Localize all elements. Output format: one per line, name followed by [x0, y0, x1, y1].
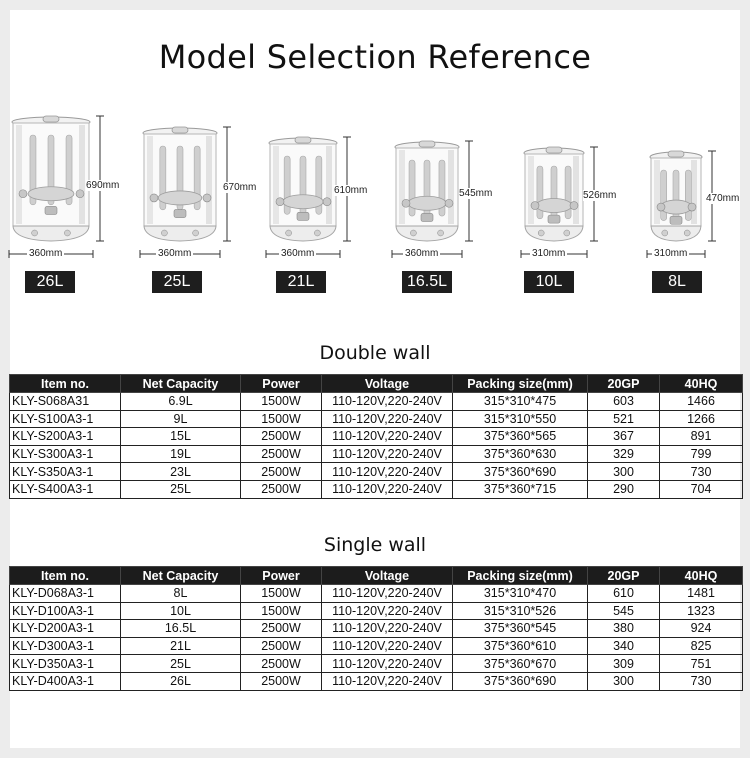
table-row	[10, 480, 743, 498]
table-row	[10, 655, 743, 673]
table-cell: 110-120V,220-240V	[322, 602, 453, 620]
table-cell: 375*360*690	[453, 672, 588, 690]
table-cell: 1466	[660, 393, 743, 411]
height-label: 470mm	[706, 193, 740, 204]
table-cell: 290	[588, 480, 660, 498]
table-cell: 380	[588, 620, 660, 638]
table-cell: 309	[588, 655, 660, 673]
table-cell: 8L	[121, 585, 241, 603]
table-cell: 367	[588, 428, 660, 446]
table-cell: 375*360*670	[453, 655, 588, 673]
product-1	[141, 126, 219, 242]
column-header: Net Capacity	[121, 567, 241, 585]
width-label: 360mm	[405, 248, 439, 259]
table-cell: 15L	[121, 428, 241, 446]
table-cell: 375*360*715	[453, 480, 588, 498]
capacity-badge: 21L	[276, 271, 326, 293]
column-header: Net Capacity	[121, 375, 241, 393]
table-cell: 110-120V,220-240V	[322, 620, 453, 638]
table-cell: 110-120V,220-240V	[322, 480, 453, 498]
table-row	[10, 463, 743, 481]
column-header: Packing size(mm)	[453, 375, 588, 393]
table-cell: 23L	[121, 463, 241, 481]
table-row	[10, 585, 743, 603]
column-header: Power	[241, 375, 322, 393]
table-cell: 2500W	[241, 637, 322, 655]
column-header: 20GP	[588, 375, 660, 393]
column-header: 40HQ	[660, 567, 743, 585]
product-4	[522, 146, 586, 242]
table-row	[10, 672, 743, 690]
width-label: 360mm	[158, 248, 192, 259]
table-cell: 1266	[660, 410, 743, 428]
column-header: Voltage	[322, 567, 453, 585]
table-cell: 340	[588, 637, 660, 655]
table-cell: 21L	[121, 637, 241, 655]
product-5	[648, 150, 704, 242]
table-cell: 2500W	[241, 428, 322, 446]
table-cell: 25L	[121, 480, 241, 498]
table-cell: 375*360*690	[453, 463, 588, 481]
table-cell: 10L	[121, 602, 241, 620]
width-label: 360mm	[29, 248, 63, 259]
table-cell: 751	[660, 655, 743, 673]
table-cell: 300	[588, 463, 660, 481]
table-cell: 825	[660, 637, 743, 655]
table-row	[10, 445, 743, 463]
table-cell: 110-120V,220-240V	[322, 585, 453, 603]
capacity-badge: 16.5L	[402, 271, 452, 293]
height-label: 670mm	[223, 182, 257, 193]
table-cell: 375*360*545	[453, 620, 588, 638]
table-cell: 300	[588, 672, 660, 690]
table-cell: 375*360*610	[453, 637, 588, 655]
table-cell: KLY-S068A31	[10, 393, 121, 411]
height-dimension-line	[96, 115, 104, 242]
table-cell: 2500W	[241, 672, 322, 690]
table-cell: 110-120V,220-240V	[322, 393, 453, 411]
table-cell: 9L	[121, 410, 241, 428]
table-cell: 315*310*550	[453, 410, 588, 428]
table-row	[10, 602, 743, 620]
table-cell: 1500W	[241, 585, 322, 603]
table-cell: 1500W	[241, 410, 322, 428]
column-header: Power	[241, 567, 322, 585]
table-row	[10, 637, 743, 655]
table-cell: 315*310*475	[453, 393, 588, 411]
table-row	[10, 620, 743, 638]
table-header-row	[10, 567, 743, 585]
product-3	[393, 140, 461, 242]
table-cell: 110-120V,220-240V	[322, 655, 453, 673]
capacity-badge: 26L	[25, 271, 75, 293]
width-label: 310mm	[532, 248, 566, 259]
table-cell: 25L	[121, 655, 241, 673]
capacity-badge: 25L	[152, 271, 202, 293]
table-cell: 2500W	[241, 655, 322, 673]
table-cell: KLY-D400A3-1	[10, 672, 121, 690]
table-cell: 110-120V,220-240V	[322, 428, 453, 446]
table-cell: 110-120V,220-240V	[322, 463, 453, 481]
table-cell: 110-120V,220-240V	[322, 637, 453, 655]
column-header: Item no.	[10, 375, 121, 393]
table-cell: KLY-D100A3-1	[10, 602, 121, 620]
urn-illustration	[648, 150, 704, 242]
table-cell: 375*360*630	[453, 445, 588, 463]
table-cell: 329	[588, 445, 660, 463]
table-header-row	[10, 375, 743, 393]
table-cell: 799	[660, 445, 743, 463]
table-row	[10, 410, 743, 428]
table-cell: 521	[588, 410, 660, 428]
table-cell: 1500W	[241, 393, 322, 411]
table-cell: 730	[660, 672, 743, 690]
table-cell: 19L	[121, 445, 241, 463]
table-cell: 704	[660, 480, 743, 498]
single-wall-title: Single wall	[323, 534, 427, 556]
double-wall-table	[9, 374, 743, 499]
product-2	[267, 136, 339, 242]
table-cell: 110-120V,220-240V	[322, 672, 453, 690]
table-cell: 603	[588, 393, 660, 411]
table-cell: KLY-D068A3-1	[10, 585, 121, 603]
single-wall-table	[9, 566, 743, 691]
table-cell: KLY-D200A3-1	[10, 620, 121, 638]
table-cell: 1500W	[241, 602, 322, 620]
table-cell: 1481	[660, 585, 743, 603]
capacity-badge: 10L	[524, 271, 574, 293]
table-cell: 610	[588, 585, 660, 603]
table-cell: 545	[588, 602, 660, 620]
table-cell: 110-120V,220-240V	[322, 410, 453, 428]
height-label: 526mm	[583, 190, 617, 201]
table-cell: 26L	[121, 672, 241, 690]
height-label: 545mm	[459, 188, 493, 199]
urn-illustration	[10, 115, 92, 242]
table-cell: KLY-S350A3-1	[10, 463, 121, 481]
urn-illustration	[393, 140, 461, 242]
table-cell: KLY-S100A3-1	[10, 410, 121, 428]
capacity-badge: 8L	[652, 271, 702, 293]
double-wall-title: Double wall	[319, 342, 431, 364]
width-label: 360mm	[281, 248, 315, 259]
column-header: Item no.	[10, 567, 121, 585]
table-cell: 2500W	[241, 445, 322, 463]
column-header: 20GP	[588, 567, 660, 585]
table-cell: 891	[660, 428, 743, 446]
product-0	[10, 115, 92, 242]
urn-illustration	[522, 146, 586, 242]
table-row	[10, 393, 743, 411]
page-title: Model Selection Reference	[158, 38, 592, 76]
table-cell: 2500W	[241, 463, 322, 481]
width-label: 310mm	[654, 248, 688, 259]
table-cell: 2500W	[241, 480, 322, 498]
table-cell: 2500W	[241, 620, 322, 638]
table-cell: 375*360*565	[453, 428, 588, 446]
table-cell: 6.9L	[121, 393, 241, 411]
height-label: 690mm	[86, 180, 120, 191]
table-cell: 110-120V,220-240V	[322, 445, 453, 463]
table-cell: KLY-S400A3-1	[10, 480, 121, 498]
table-cell: 16.5L	[121, 620, 241, 638]
urn-illustration	[267, 136, 339, 242]
table-cell: KLY-D300A3-1	[10, 637, 121, 655]
column-header: Packing size(mm)	[453, 567, 588, 585]
table-cell: 1323	[660, 602, 743, 620]
table-cell: KLY-D350A3-1	[10, 655, 121, 673]
column-header: 40HQ	[660, 375, 743, 393]
table-cell: 924	[660, 620, 743, 638]
column-header: Voltage	[322, 375, 453, 393]
table-cell: 315*310*526	[453, 602, 588, 620]
urn-illustration	[141, 126, 219, 242]
table-cell: 315*310*470	[453, 585, 588, 603]
table-cell: KLY-S200A3-1	[10, 428, 121, 446]
table-row	[10, 428, 743, 446]
table-cell: 730	[660, 463, 743, 481]
table-cell: KLY-S300A3-1	[10, 445, 121, 463]
height-label: 610mm	[334, 185, 368, 196]
